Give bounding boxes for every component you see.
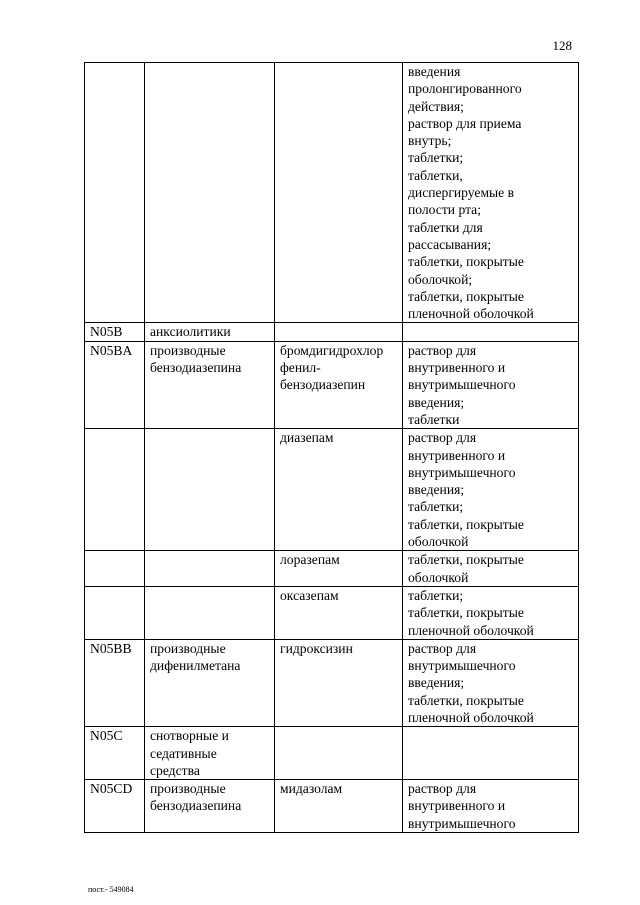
table-row xyxy=(85,323,579,341)
table-row xyxy=(85,341,579,428)
table-row xyxy=(85,586,579,639)
drug-name-cell: диазепам xyxy=(275,429,403,551)
drug-name-cell: лоразепам xyxy=(275,551,403,587)
table-row xyxy=(85,429,579,551)
table-row xyxy=(85,63,579,323)
drug-table xyxy=(84,62,579,833)
table-row xyxy=(85,551,579,587)
atc-code-cell xyxy=(85,586,145,639)
footer-note: пост.- 549084 xyxy=(88,885,134,894)
table-row xyxy=(85,727,579,780)
atc-code-cell: N05C xyxy=(85,727,145,780)
group-cell: снотворные и седативные средства xyxy=(145,727,275,780)
dosage-form-cell: раствор для внутривенного и внутримышечного введения; таблетки xyxy=(403,341,579,428)
group-cell: производные бензодиазепина xyxy=(145,341,275,428)
atc-code-cell: N05B xyxy=(85,323,145,341)
drug-name-cell: оксазепам xyxy=(275,586,403,639)
atc-code-cell: N05CD xyxy=(85,780,145,833)
dosage-form-cell xyxy=(403,323,579,341)
atc-code-cell: N05BB xyxy=(85,639,145,726)
group-cell: производные дифенилметана xyxy=(145,639,275,726)
group-cell: производные бензодиазепина xyxy=(145,780,275,833)
dosage-form-cell: раствор для внутривенного и внутримышечного xyxy=(403,780,579,833)
atc-code-cell xyxy=(85,551,145,587)
dosage-form-cell: раствор для внутримышечного введения; таблетки, покрытые пленочной оболочкой xyxy=(403,639,579,726)
dosage-form-cell: введения пролонгированного действия; раствор для приема внутрь; таблетки; таблетки, диспергируемые в полости рта; таблетки для рассасывания; таблетки, покрытые оболочкой; таблетки, покрытые пленочной оболочкой xyxy=(403,63,579,323)
dosage-form-cell: таблетки, покрытые оболочкой xyxy=(403,551,579,587)
atc-code-cell xyxy=(85,63,145,323)
drug-name-cell: бромдигидрохлор фенил- бензодиазепин xyxy=(275,341,403,428)
drug-name-cell: гидроксизин xyxy=(275,639,403,726)
group-cell xyxy=(145,429,275,551)
dosage-form-cell: таблетки; таблетки, покрытые пленочной оболочкой xyxy=(403,586,579,639)
dosage-form-cell xyxy=(403,727,579,780)
group-cell xyxy=(145,551,275,587)
table-row xyxy=(85,639,579,726)
drug-name-cell: мидазолам xyxy=(275,780,403,833)
drug-name-cell xyxy=(275,727,403,780)
group-cell xyxy=(145,586,275,639)
dosage-form-cell: раствор для внутривенного и внутримышечного введения; таблетки; таблетки, покрытые оболочкой xyxy=(403,429,579,551)
group-cell xyxy=(145,63,275,323)
table-row xyxy=(85,780,579,833)
atc-code-cell xyxy=(85,429,145,551)
drug-name-cell xyxy=(275,323,403,341)
atc-code-cell: N05BA xyxy=(85,341,145,428)
drug-name-cell xyxy=(275,63,403,323)
group-cell: анксиолитики xyxy=(145,323,275,341)
page-number: 128 xyxy=(552,38,572,53)
